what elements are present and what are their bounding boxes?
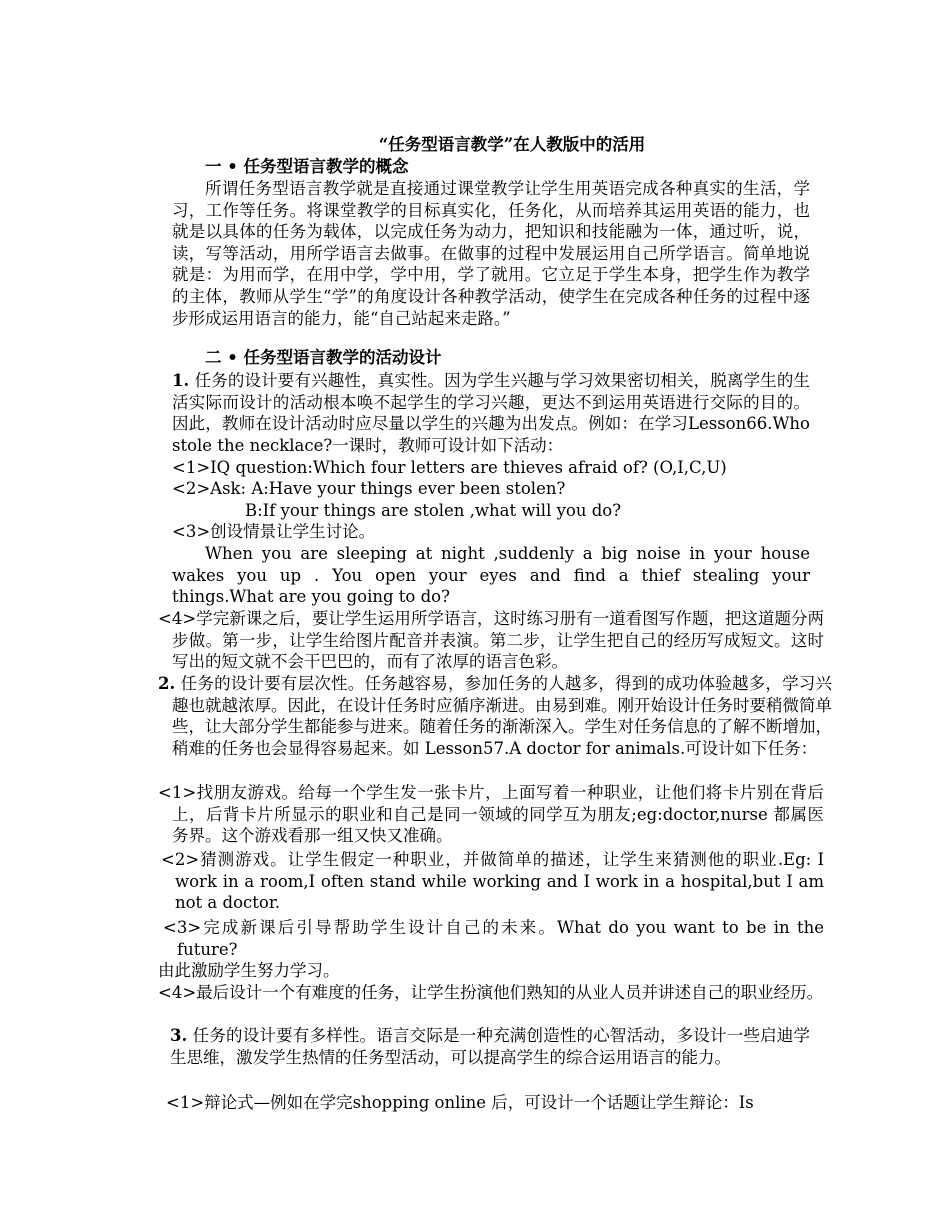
point-3-paragraph bbox=[168, 1025, 810, 1068]
point-3-text: 任务的设计要有多样性。语言交际是一种充满创造性的心智活动，多设计一些启迪学生思维，激发学生热情的任务型活动，可以提高学生的综合运用语言的能力。 bbox=[170, 1026, 810, 1067]
point-2-paragraph bbox=[158, 673, 832, 759]
point-3-number: 3. bbox=[170, 1026, 188, 1045]
point-1-item-1: <1>IQ question:Which four letters are thieves afraid of? (O,I,C,U) bbox=[172, 458, 727, 477]
point-2-item-2: <2>猜测游戏。让学生假定一种职业，并做简单的描述，让学生来猜测他的职业.Eg: I work in a room,I often stand while working and I work in a hospital,but I am not a doctor. bbox=[161, 850, 824, 913]
point-2-text: 任务的设计要有层次性。任务越容易，参加任务的人越多，得到的成功体验越多，学习兴趣也就越浓厚。因此，在设计任务时应循序渐进。由易到难。刚开始设计任务时要稍微简单些，让大部分学生都能参与进来。随着任务的渐渐深入。学生对任务信息的了解不断增加，稍难的任务也会显得容易起来。如 Lesson57.A doctor for animals.可设计如下任务： bbox=[172, 674, 832, 758]
section-2-heading: 二 • 任务型语言教学的活动设计 bbox=[205, 348, 442, 367]
point-1-item-3-scenario: When you are sleeping at night ,suddenly a big noise in your house wakes you up . You open your eyes and find a thief stealing your things.What are you going to do? bbox=[172, 544, 810, 607]
point-2-item-4: <4>最后设计一个有难度的任务，让学生扮演他们熟知的从业人员并讲述自己的职业经历。 bbox=[158, 983, 824, 1002]
point-1-item-2b: B:If your things are stolen ,what will you do? bbox=[245, 501, 622, 520]
point-2-item-1: <1>找朋友游戏。给每一个学生发一张卡片，上面写着一种职业，让他们将卡片别在背后上，后背卡片所显示的职业和自己是同一领域的同学互为朋友;eg:doctor,nurse 都属医务界。这个游戏看那一组又快又准确。 bbox=[158, 783, 824, 846]
point-1-item-4: <4>学完新课之后，要让学生运用所学语言，这时练习册有一道看图写作题，把这道题分两步做。第一步，让学生给图片配音并表演。第二步，让学生把自己的经历写成短文。这时写出的短文就不会干巴巴的，而有了浓厚的语言色彩。 bbox=[158, 609, 824, 672]
point-3-item-1: <1>辩论式—例如在学完shopping online 后，可设计一个话题让学生辩论：Is bbox=[166, 1093, 754, 1112]
section-1-heading: 一 • 任务型语言教学的概念 bbox=[205, 157, 409, 176]
point-2-item-3-followup: 由此激励学生努力学习。 bbox=[158, 961, 340, 980]
point-2-number: 2. bbox=[158, 674, 176, 693]
point-2-item-3: <3>完成新课后引导帮助学生设计自己的未来。What do you want to be in the future? bbox=[163, 918, 824, 959]
point-1-item-2a: <2>Ask: A:Have your things ever been stolen? bbox=[172, 479, 566, 498]
point-1-number: 1. bbox=[172, 371, 190, 390]
document-title: “任务型语言教学”在人教版中的活用 bbox=[378, 135, 646, 154]
section-1-paragraph: 所谓任务型语言教学就是直接通过课堂教学让学生用英语完成各种真实的生活，学习，工作等任务。将课堂教学的目标真实化，任务化，从而培养其运用英语的能力，也就是以具体的任务为载体，以完成任务为动力，把知识和技能融为一体，通过听，说，读，写等活动，用所学语言去做事。在做事的过程中发展运用自己所学语言。简单地说就是：为用而学，在用中学，学中用，学了就用。它立足于学生本身，把学生作为教学的主体，教师从学生“学”的角度设计各种教学活动，使学生在完成各种任务的过程中逐步形成运用语言的能力，能“自己站起来走路。” bbox=[172, 179, 810, 328]
point-1-text: 任务的设计要有兴趣性，真实性。因为学生兴趣与学习效果密切相关，脱离学生的生活实际而设计的活动根本唤不起学生的学习兴趣，更达不到运用英语进行交际的目的。因此，教师在设计活动时应尽量以学生的兴趣为出发点。例如：在学习Lesson66.Who stole the necklace?一课时，教师可设计如下活动： bbox=[172, 371, 810, 455]
point-1-paragraph bbox=[172, 370, 810, 456]
point-1-item-3: <3>创设情景让学生讨论。 bbox=[172, 522, 376, 541]
